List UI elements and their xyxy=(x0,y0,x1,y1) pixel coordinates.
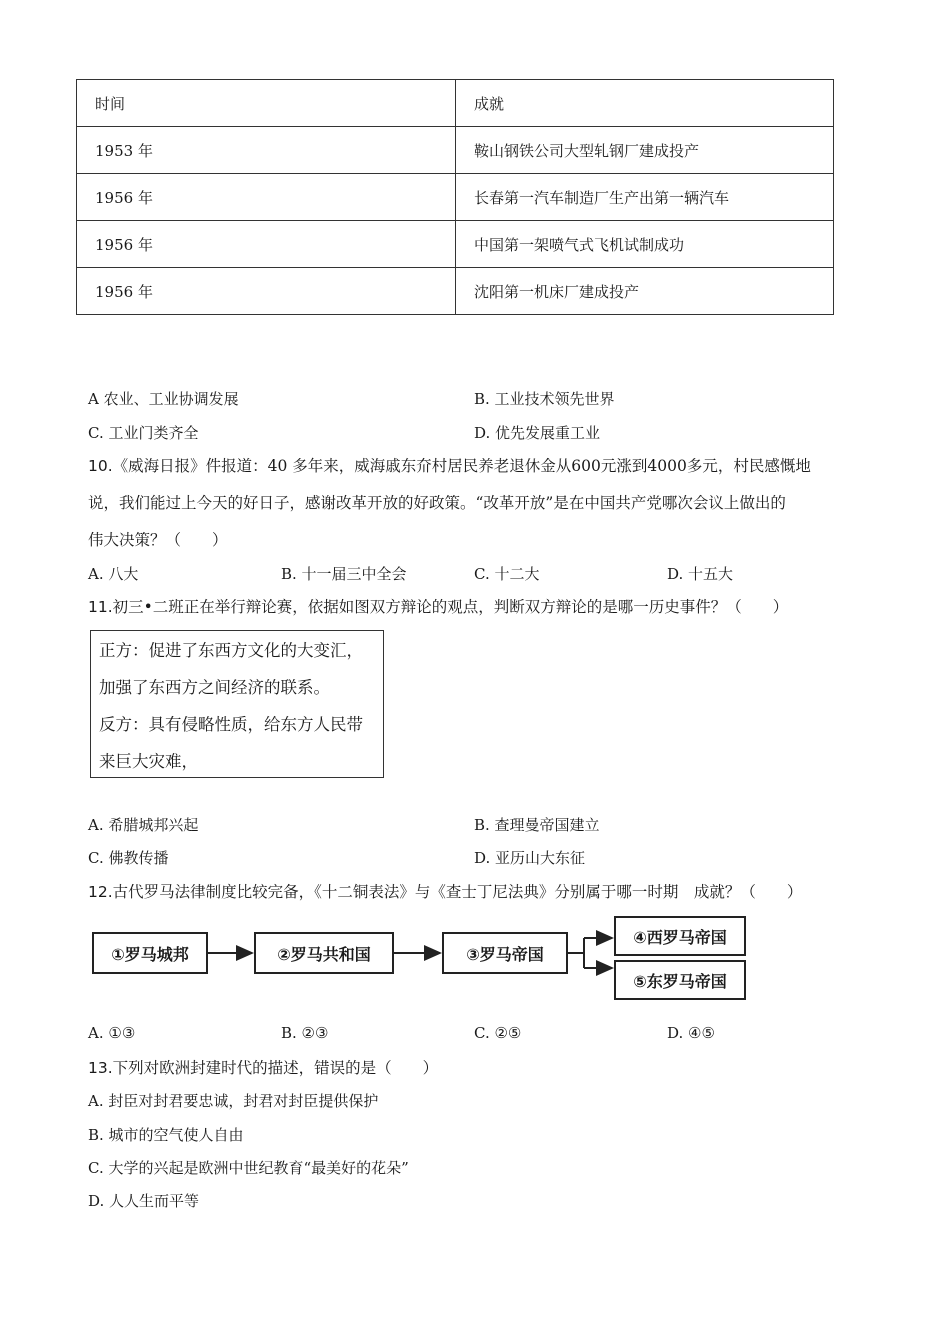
timeline-box-eastern-roman-empire: ⑤东罗马帝国 xyxy=(614,960,746,1000)
table-header-cell: 成就 xyxy=(456,80,834,127)
table-cell-achievement: 沈阳第一机床厂建成投产 xyxy=(456,268,834,315)
table-cell-achievement: 中国第一架喷气式飞机试制成功 xyxy=(456,221,834,268)
q9-option-d: D. 优先发展重工业 xyxy=(474,424,601,442)
q13-option-b: B. 城市的空气使人自由 xyxy=(88,1126,244,1144)
q9-option-c: C. 工业门类齐全 xyxy=(88,424,199,442)
q10-line2: 说，我们能过上今天的好日子，感谢改革开放的好政策。“改革开放”是在中国共产党哪次会议上做出的 xyxy=(88,494,786,512)
q12-option-d: D. ④⑤ xyxy=(667,1024,715,1042)
table-cell-achievement: 鞍山钢铁公司大型轧钢厂建成投产 xyxy=(456,127,834,174)
table-cell-year: 1953 年 xyxy=(77,127,456,174)
q10-option-a: A. 八大 xyxy=(88,565,139,583)
table-header-cell: 时间 xyxy=(77,80,456,127)
debate-line: 正方：促进了东西方文化的大变汇， xyxy=(99,641,363,660)
debate-line: 反方：具有侵略性质，给东方人民带 xyxy=(99,715,363,734)
timeline-box-roman-republic: ②罗马共和国 xyxy=(254,932,394,974)
q12-option-a: A. ①③ xyxy=(88,1024,136,1042)
q10-option-c: C. 十二大 xyxy=(474,565,540,583)
q12-option-b: B. ②③ xyxy=(281,1024,329,1042)
q11-option-d: D. 亚历山大东征 xyxy=(474,849,586,867)
debate-line: 来巨大灾难， xyxy=(99,752,198,771)
q13-option-d: D. 人人生而平等 xyxy=(88,1192,200,1210)
q10-option-d: D. 十五大 xyxy=(667,565,734,583)
question-number: 11. xyxy=(88,598,113,616)
question-number: 13. xyxy=(88,1059,113,1077)
q9-option-a: A 农业、工业协调发展 xyxy=(88,390,239,408)
q11-option-c: C. 佛教传播 xyxy=(88,849,169,867)
table-cell-year: 1956 年 xyxy=(77,174,456,221)
question-number: 10. xyxy=(88,457,113,475)
q13-text: 下列对欧洲封建时代的描述，错误的是（ ） xyxy=(112,1059,439,1077)
q13-option-c: C. 大学的兴起是欧洲中世纪教育“最美好的花朵” xyxy=(88,1159,409,1177)
table-cell-achievement: 长春第一汽车制造厂生产出第一辆汽车 xyxy=(456,174,834,221)
q10-option-b: B. 十一届三中全会 xyxy=(281,565,407,583)
q9-option-b: B. 工业技术领先世界 xyxy=(474,390,615,408)
q12-text: 古代罗马法律制度比较完备，《十二铜表法》与《查士丁尼法典》分别属于哪一时期 成就？（ ） xyxy=(112,883,803,901)
q10-line3: 伟大决策？（ ） xyxy=(88,531,228,549)
timeline-box-roman-empire: ③罗马帝国 xyxy=(442,932,568,974)
q11-option-a: A. 希腊城邦兴起 xyxy=(88,816,199,834)
q13-question xyxy=(88,1056,438,1078)
debate-line: 加强了东西方之间经济的联系。 xyxy=(99,678,330,697)
table-cell-year: 1956 年 xyxy=(77,221,456,268)
timeline-box-western-roman-empire: ④西罗马帝国 xyxy=(614,916,746,956)
timeline-box-roman-city-state: ①罗马城邦 xyxy=(92,932,208,974)
q13-option-a: A. 封臣对封君要忠诚，封君对封臣提供保护 xyxy=(88,1092,379,1110)
q11-text: 初三•二班正在举行辩论赛，依据如图双方辩论的观点，判断双方辩论的是哪一历史事件？（ ） xyxy=(112,598,789,616)
question-number: 12. xyxy=(88,883,113,901)
q12-option-c: C. ②⑤ xyxy=(474,1024,522,1042)
q11-option-b: B. 查理曼帝国建立 xyxy=(474,816,600,834)
q10-text: 《威海日报》件报道：40 多年来，威海戚东夼村居民养老退休金从600元涨到4000多元，村民感慨地 xyxy=(112,457,811,475)
table-cell-year: 1956 年 xyxy=(77,268,456,315)
